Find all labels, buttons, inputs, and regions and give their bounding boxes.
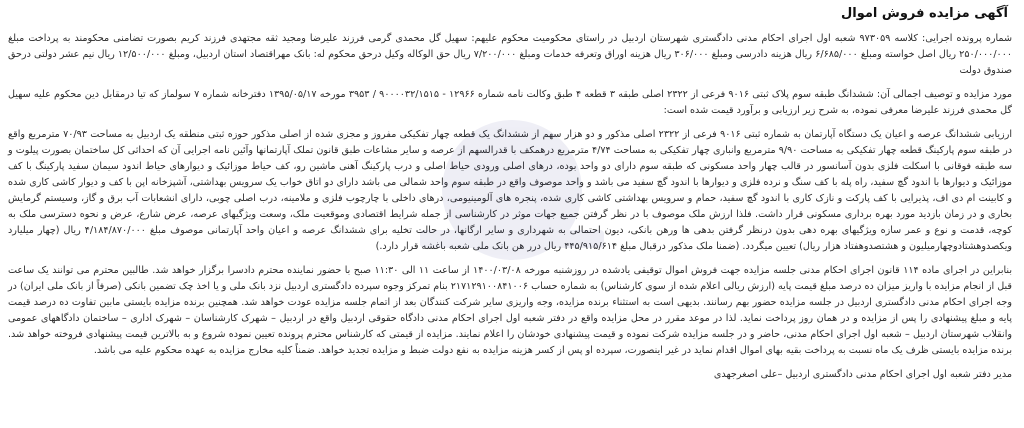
auction-conditions-paragraph: بنابراین در اجرای ماده ۱۱۴ قانون اجرای احکام مدنی جلسه مزایده جهت فروش اموال توقیفی یادشده در روزشنبه مورخه ۱۴۰۰/۰۳/۰۸ از ساعت ۱۱ الی ۱۱:۳۰ صبح با حضور نماینده محترم دادسرا برگزار خواهد شد. طالبین محترم می توانند یک ساعت قبل از انجام مزایده با واریز میزان ده درصد مبلغ قیمت پایه (ارزش ریالی اعلام شده از سوی کارشناس) به شماره حساب ۲۱۷۱۲۹۱۰۰۸۴۱۰۰۶ بنام تمرکز وجوه سپرده دادگستری اردبیل نزد بانک ملی و یا اخذ چک تضمین بانکی (صرفاً از بانک ملی ایران) در وجه اجرای احکام مدنی دادگستری اردبیل در جلسه مزایده حضور بهم رسانند. بدیهی است به استثناء برنده مزایده، وجه واریزی سایر شرکت کنندگان بعد از اتمام جلسه مزایده عودت خواهد شد. همچنین برنده مزایده بایستی مابین تفاوت ده درصد قیمت پایه و مبلغ پیشنهادی را پس از مزایده و در همان روز پرداخت نماید. لذا در موعد مقرر در محل مزایده واقع در دفتر شعبه اول اجرای احکام مدنی دادگاه حقوقی اردبیل واقع در اردبیل – شهرک کارشناسان – شهرک اداری – ساختمان دادگاههای عمومی وانقلاب شهرستان اردبیل – شعبه اول اجرای احکام مدنی، حاضر و در جلسه مزایده شرکت نموده و قیمت پیشنهادی خودشان را اعلام نمایند. مزایده از قیمتی که کارشناس محترم پرونده تعیین نموده شروع و به بالاترین قیمت پیشنهادی فروخته خواهد شد. برنده مزایده بایستی ظرف یک ماه نسبت به پرداخت بقیه بهای اموال اقدام نماید در غیر اینصورت، سپرده او پس از کسر هزینه مزایده به نفع دولت ضبط و مزایده تجدید خواهد. ضمناً کلیه مخارج مزایده به عهده محکوم علیه می باشد. <box>8 265 1012 356</box>
office-manager-signature: مدیر دفتر شعبه اول اجرای احکام مدنی دادگستری اردبیل –علی اصغرجهدی <box>713 369 1012 380</box>
valuation-paragraph: ارزیابی ششدانگ عرصه و اعیان یک دستگاه آپارتمان به شماره ثبتی ۹۰۱۶ فرعی از ۲۳۲۲ اصلی مذکور و دو هزار سهم از ششدانگ یک قطعه چهار تفکیکی مفروز و مجزی شده از اصلی مذکور حوزه ثبتی منطقه یک اردبیل به مساحت ۷۰/۹۳ مترمربع واقع در طبقه سوم پارکینگ قطعه چهار تفکیکی به مساحت ۹/۹۰ مترمربع وانباری چهار تفکیکی به مساحت ۴/۷۴ مترمربع درهمکف با قدرالسهم از عرصه و سایر مشاعات طبق قانون تملک آپارتمانها وآئین نامه اجرایی آن که احداثی کل ساختمان بصورت پیلوت و سه طبقه فوقانی با اسکلت فلزی بدون آسانسور در قالب چهار واحد مسکونی که طبقه سوم دارای دو واحد بوده، درهای اصلی ورودی حیاط اصلی و درب پارکینگ آهنی ماشین رو، کف حیاط موزائیک و دیوارهای حیاط اندود سیمان سفید پارکینگ با کف موزائیک و دیوارها با اندود گچ سفید، راه پله با کف سنگ و نرده فلزی و دیوارها با اندود گچ سفید می باشد و واحد موصوف واقع در طبقه سوم واحد شمالی می باشد دارای دو اتاق خواب یک سرویس بهداشتی، آشپزخانه اپن با کف و دیوار کاشی کاری شده و کابینت ام دی اف، پذیرایی با کف پارکت و نازک کاری با اندود گچ سفید، حمام و سرویس بهداشتی کاشی کاری شده، پنجره های آلومینیومی، درهای داخلی با چارچوب فلزی و ملامینه، درب اصلی چوبی، دارای انشعابات آب برق و گاز، وسیستم گرمایش بخاری و در زمان بازدید مورد بهره برداری مسکونی قرار داشت. فلذا ارزش ملک موصوف با در نظر گرفتن جمیع جهات موثر در کارشناسی از جمله شرایط اقتصادی وموقعیت ملک، وسعت ویژگیهای عرصه، عرض شارع، عرض و نحوه دسترسی ملک به کوچه، قدمت و نوع و عمر سازه ویژگیهای بهره دهی بدون درنظر گرفتن بدهی ها ورهن بانکی، دیون احتمالی به شهرداری و سایر ارگانها، در حالت تخلیه برای ششدانگ عرصه و اعیان واحد آپارتمانی موصوف مبلغ ۴/۱۸۴/۸۷۰/۰۰۰ ریال (چهار میلیارد ویکصدوهشتادوچهارمیلیون و هشتصدوهفتاد هزار ریال) تعیین میگردد. (ضمنا ملک مذکور درقبال مبلغ ۴۴۵/۹۱۵/۶۱۴ ریال درر هن بانک ملی شعبه باغشه قرار دارد.) <box>8 129 1013 252</box>
case-details-paragraph: شماره پرونده اجرایی: کلاسه ۹۷۳۰۵۹ شعبه اول اجرای احکام مدنی دادگستری شهرستان اردبیل در راستای محکومیت محکوم علیهم: سهیل گل محمدی گرمی فرزند علیرضا ومجید ثقه مجتهدی فرزند کریم بصورت تضامنی محکومند به پرداخت مبلغ ۲۵۰/۰۰۰/۰۰۰ ریال اصل خواسته ومبلغ ۶/۶۸۵/۰۰۰ ریال هزینه دادرسی ومبلغ ۳۰۶/۰۰۰ ریال هزینه اوراق وتعرفه خدمات ومبلغ ۷/۲۰۰/۰۰۰ ریال حق الوکاله وکیل درحق محکوم له: بانک مهراقتصاد استان اردبیل، ومبلغ ۱۲/۵۰۰/۰۰۰ ریال نیم عشر دولتی درحق صندوق دولت <box>8 33 1013 76</box>
property-description-paragraph: مورد مزایده و توصیف اجمالی آن: ششدانگ طبقه سوم پلاک ثبتی ۹۰۱۶ فرعی از ۲۳۲۲ اصلی طبقه ۳ قطعه ۴ طبق وکالت نامه شماره ۱۲۹۶۶ - ۹۰۰۰۰۳۲/۱۵۱۵ / ۳۹۵۳ مورخه ۱۳۹۵/۰۵/۱۷ دفترخانه شماره ۷ سولماز که تیا درمقابل دین محکوم علیه سهیل گل محمدی فرزند علیرضا معرفی نموده، به شرح زیر ارزیابی و برآورد قیمت شده است: <box>8 89 1012 116</box>
auction-notice-document <box>8 6 1012 422</box>
notice-title: آگهی مزایده فروش اموال <box>841 6 1008 21</box>
